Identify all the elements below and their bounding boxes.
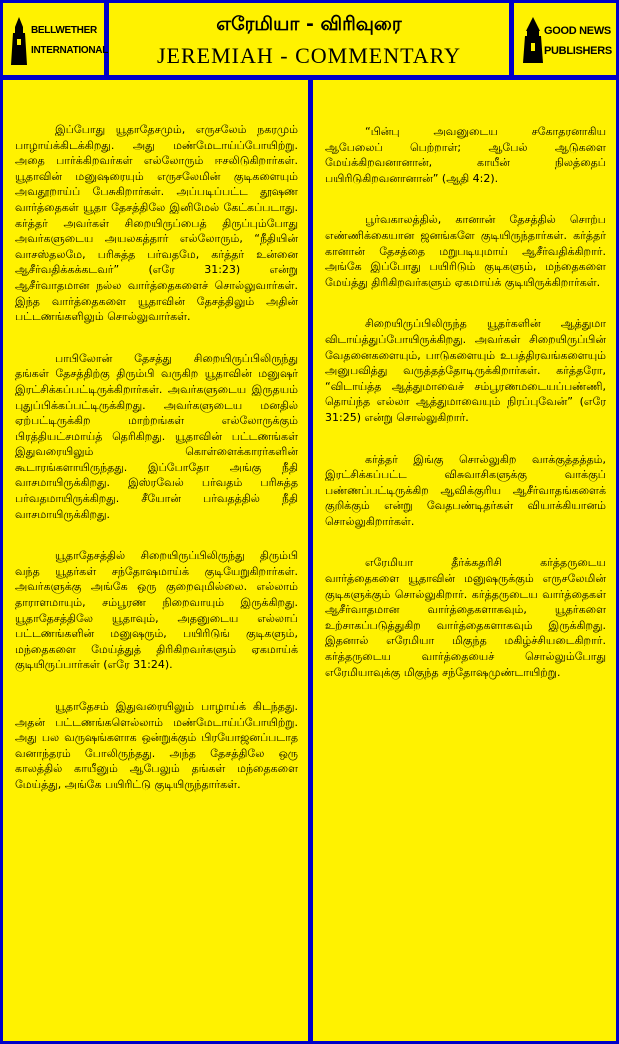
bell-tower-icon (9, 17, 29, 67)
logo-line-2: PUBLISHERS (544, 45, 612, 57)
logo-line-1: GOOD NEWS (544, 25, 611, 37)
paragraph: யூதாதேசத்தில் சிறையிருப்பிலிருந்து திரும்பி வந்த யூதர்கள் சந்தோஷமாய்க் குடியேறுகிறார்கள். அவர்களுக்கு அங்கே ஒரு குறைவுமில்லை. எல்லாம் தாராளமாயும், சம்பூரண நிறைவாயும் இருக்கிறது. யூதாதேசத்திலே யூதாவும், அதனுடைய எல்லாப் பட்டணங்களின் மனுஷரும், பயிரிடுங் குடிகளும், மந்தைகளை மேய்த்துத் திரிகிறவர்களும் ஏகமாய்க் குடியிருப்பார்கள் (எரே 31:24). (15, 549, 298, 672)
good-news-logo-panel (514, 3, 616, 75)
book-stack-icon (522, 17, 544, 65)
paragraph: சிறையிருப்பிலிருந்த யூதர்களின் ஆத்துமா விடாய்த்துப்போயிருக்கிறது. அவர்கள் சிறையிருப்பின் வேதனைகளையும், பாடுகளையும் உபத்திரவங்களையும் அனுபவித்து வருத்தத்தோடிருக்கிறார்கள். கர்த்தரோ, “விடாய்த்த ஆத்துமாவைச் சம்பூரணமடையப்பண்ணி, தொய்ந்த எல்லா ஆத்துமாவையும் நிரப்புவேன்” (எரே 31:25) என்று சொல்லுகிறார். (325, 317, 606, 424)
paragraph: எரேமியா தீர்க்கதரிசி கர்த்தருடைய வார்த்தைகளை யூதாவின் மனுஷருக்கும் எருசலேமின் குடிகளுக்கும் சொல்லுகிறார். கர்த்தருடைய வார்த்தைகள் ஆசீர்வாதமான வார்த்தைகளாகவும், யூதர்களை உற்சாகப்படுத்துகிற வார்த்தைகளாகவும் இருக்கிறது. இதனால் எரேமியா மிகுந்த மகிழ்ச்சியடைகிறார். கர்த்தருடைய வார்த்தையைச் சொல்லும்போது எரேமியாவுக்கு மிகுந்த சந்தோஷமுண்டாயிற்று. (325, 556, 606, 679)
page-title-tamil: எரேமியா - விரிவுரை (216, 13, 402, 35)
bellwether-logo-panel (3, 3, 109, 75)
page-title-english: JEREMIAH - COMMENTARY (156, 43, 462, 68)
left-column (3, 80, 308, 1041)
logo-line-2: INTERNATIONAL (31, 45, 109, 56)
paragraph: கர்த்தர் இங்கு சொல்லுகிற வாக்குத்தத்தம், இரட்சிக்கப்பட்ட விசுவாசிகளுக்கு வாக்குப் பண்ணப்பட்டிருக்கிற ஆவிக்குரிய ஆசீர்வாதங்களைக் குறிக்கும் என்று வேதபண்டிதர்கள் வியாக்கியானம் சொல்லுகிறார்கள். (325, 452, 606, 528)
good-news-logo (518, 11, 612, 67)
title-panel (109, 3, 509, 75)
right-column (313, 80, 616, 1041)
logo-line-1: BELLWETHER (31, 25, 97, 36)
paragraph: இப்போது யூதாதேசமும், எருசலேம் நகரமும் பாழாய்க்கிடக்கிறது. அது மண்மேடாய்ப்போயிற்று. அதை பார்க்கிறவர்கள் எல்லோரும் ஈசலிடுகிறார்கள். யூதாவின் மனுஷரையும் எருசலேமின் குடிகளையும் அவதூறாய்ப் பேசுகிறார்கள். அப்படிப்பட்ட தூஷண வார்த்தைகள் யூதா தேசத்திலே இனிமேல் கேட்கப்படாது. கர்த்தர் அவர்கள் சிறையிருப்பைத் திருப்பும்போது அவர்களுடைய அயலகத்தார் எல்லோரும், “நீதியின் வாசஸ்தலமே, பரிசுத்த பர்வதமே, கர்த்தர் உன்னை ஆசீர்வதிக்கக்கடவர்” (எரே 31:23) என்று ஆசீர்வாதமான நல்ல வார்த்தைகளைச் சொல்லுவார்கள். இந்த வார்த்தைகளை யூதாவின் தேசத்திலும் அதின் பட்டணங்களிலும் சொல்லுவார்கள். (15, 123, 298, 324)
paragraph: பாபிலோன் தேசத்து சிறையிருப்பிலிருந்து தங்கள் தேசத்திற்கு திரும்பி வருகிற யூதாவின் மனுஷர் இரட்சிக்கப்பட்டிருக்கிறார்கள். அவர்களுடைய இருதயம் புதுப்பிக்கப்பட்டிருக்கிறது. அவர்களுடைய மனதில் ஏற்பட்டிருக்கிற மாற்றங்கள் எல்லோருக்கும் பிரத்தியட்சமாய்த் தெரிகிறது. யூதாவின் பட்டணங்கள் இதுவரையிலும் கொள்ளைக்காரர்களின் கூடாரங்களாயிருந்தது. இப்போதோ அங்கு நீதி வாசமாயிருக்கிறது. இஸ்ரவேல் பர்வதம் பரிசுத்த பர்வதமாயிருக்கிறது. சீயோன் பர்வதத்தில் நீதி வாசமாயிருக்கிறது. (15, 351, 298, 521)
paragraph: யூதாதேசம் இதுவரையிலும் பாழாய்க் கிடந்தது. அதன் பட்டணங்களெல்லாம் மண்மேடாய்ப்போயிற்று. அது பல வருஷங்களாக ஒன்றுக்கும் பிரயோஜனப்படாத வனாந்தரம் போலிருந்தது. அந்த தேசத்திலே ஒரு காலத்தில் காயீனும் ஆபேலும் தங்கள் மந்தைகளை மேய்த்து, அங்கே பயிரிட்டு குடியிருந்தார்கள். (15, 700, 298, 791)
paragraph: “பின்பு அவனுடைய சகோதரனாகிய ஆபேலைப் பெற்றாள்; ஆபேல் ஆடுகளை மேய்க்கிறவனானான், காயீன் நிலத்தைப் பயிரிடுகிறவனானான்” (ஆதி 4:2). (325, 125, 606, 185)
bellwether-logo (7, 11, 109, 67)
paragraph: பூர்வகாலத்தில், கானான் தேசத்தில் சொற்ப எண்ணிக்கையான ஜனங்களே குடியிருந்தார்கள். கர்த்தர் கானான் தேசத்தை மறுபடியுமாய் ஆசீர்வதிக்கிறார். அங்கே இப்போது பயிரிடும் குடிகளும், மந்தைகளை மேய்த்து திரிகிறவர்களும் ஏகமாய்க் குடியிருக்கிறார்கள். (325, 213, 606, 289)
